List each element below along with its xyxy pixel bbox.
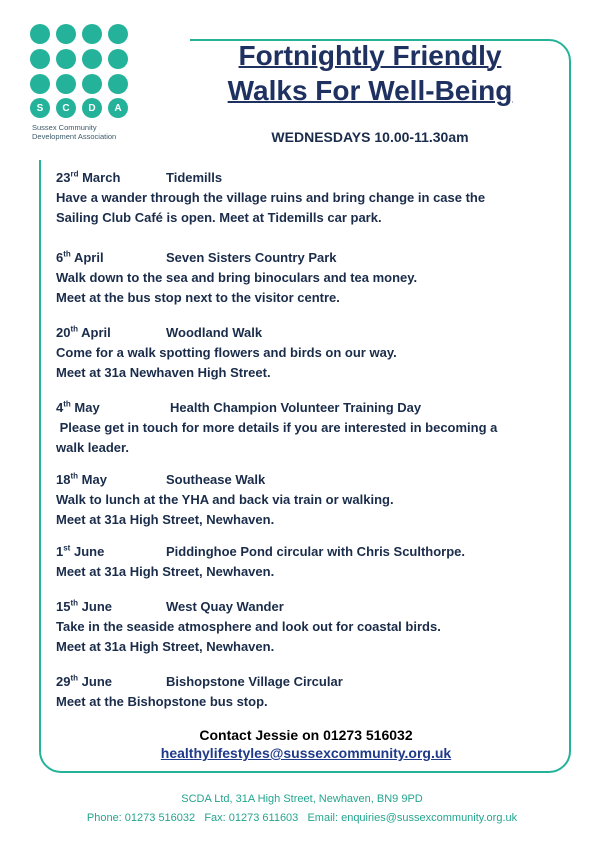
walk-day-suffix: th <box>70 598 79 608</box>
logo-dot <box>82 74 102 94</box>
logo-dot <box>56 24 76 44</box>
walk-description-line: Walk down to the sea and bring binoculars and tea money. <box>56 270 418 285</box>
logo-letter: S <box>30 98 50 118</box>
walk-day-suffix: th <box>63 399 71 409</box>
title-line: Fortnightly Friendly <box>238 40 502 71</box>
logo-caption-line: Sussex Community <box>32 123 97 132</box>
walk-name: Tidemills <box>166 170 223 185</box>
walk-description-line: Please get in touch for more details if you are interested in becoming a <box>56 420 498 435</box>
walk-month: June <box>81 674 112 689</box>
walk-description-line: Meet at 31a High Street, Newhaven. <box>56 512 275 527</box>
walk-month: June <box>81 599 112 614</box>
walk-day-suffix: th <box>70 471 79 481</box>
walk-day-suffix: th <box>63 249 71 259</box>
contact-email-link[interactable]: healthylifestyles@sussexcommunity.org.uk <box>160 745 452 761</box>
logo-dot <box>56 49 76 69</box>
walk-date <box>56 323 111 343</box>
walk-description-line: Meet at 31a High Street, Newhaven. <box>56 564 275 579</box>
walk-header <box>56 542 556 562</box>
contact-line: Contact Jessie on 01273 516032 <box>199 727 413 743</box>
walk-header <box>56 672 556 692</box>
walk-day: 18 <box>56 472 71 487</box>
walk-date <box>56 597 112 617</box>
walk-month: June <box>73 544 105 559</box>
walk-header <box>56 470 556 490</box>
walk-entry <box>56 398 556 458</box>
logo-dot <box>82 49 102 69</box>
walk-header <box>56 323 556 343</box>
walk-header <box>56 168 556 188</box>
walk-entry <box>56 597 556 657</box>
walk-header <box>56 597 556 617</box>
walk-month: March <box>82 170 121 185</box>
walk-entry <box>56 470 556 530</box>
walk-name: Southease Walk <box>166 472 266 487</box>
walk-entry <box>56 248 556 308</box>
walk-header <box>56 248 556 268</box>
walk-date <box>56 542 104 562</box>
walk-month: April <box>73 250 104 265</box>
walk-entry <box>56 542 556 582</box>
walk-day: 20 <box>56 325 71 340</box>
walk-name: Health Champion Volunteer Training Day <box>170 400 422 415</box>
walk-day-suffix: rd <box>70 169 79 179</box>
walk-name: Piddinghoe Pond circular with Chris Sculthorpe. <box>166 544 466 559</box>
walk-name: West Quay Wander <box>166 599 284 614</box>
logo-dot <box>82 24 102 44</box>
page-title <box>180 38 560 108</box>
logo-dot <box>30 24 50 44</box>
walk-date <box>56 672 112 692</box>
walk-name: Bishopstone Village Circular <box>166 674 343 689</box>
walk-description-line: Meet at 31a Newhaven High Street. <box>56 365 271 380</box>
walk-day-suffix: st <box>63 543 71 553</box>
walk-day: 29 <box>56 674 71 689</box>
logo-dot <box>30 74 50 94</box>
walk-name: Woodland Walk <box>166 325 263 340</box>
logo-dot <box>108 49 128 69</box>
title-line: Walks For Well-Being <box>227 75 513 106</box>
walk-description-line: Walk to lunch at the YHA and back via train or walking. <box>56 492 394 507</box>
walk-description-line: Come for a walk spotting flowers and birds on our way. <box>56 345 397 360</box>
walk-description-line: Meet at 31a High Street, Newhaven. <box>56 639 275 654</box>
walk-description-line: Meet at the bus stop next to the visitor centre. <box>56 290 340 305</box>
walk-day: 23 <box>56 170 71 185</box>
walk-day: 6 <box>56 250 64 265</box>
walk-description-line: Meet at the Bishopstone bus stop. <box>56 694 268 709</box>
logo-letter: D <box>82 98 102 118</box>
walk-entry <box>56 168 556 228</box>
walk-date <box>56 168 120 188</box>
footer-address: SCDA Ltd, 31A High Street, Newhaven, BN9 9PD <box>181 793 423 805</box>
schedule-subtitle: WEDNESDAYS 10.00-11.30am <box>271 129 469 145</box>
walk-date <box>56 470 107 490</box>
walk-entry <box>56 323 556 383</box>
walk-date <box>56 398 100 418</box>
logo-dot <box>108 24 128 44</box>
walk-day: 15 <box>56 599 71 614</box>
walk-day: 4 <box>56 400 64 415</box>
walk-day: 1 <box>56 544 64 559</box>
walk-name: Seven Sisters Country Park <box>166 250 337 265</box>
walk-day-suffix: th <box>70 324 79 334</box>
logo-letter: A <box>108 98 128 118</box>
walk-description-line: Take in the seaside atmosphere and look out for coastal birds. <box>56 619 441 634</box>
walk-day-suffix: th <box>70 673 79 683</box>
walk-date <box>56 248 104 268</box>
logo-caption <box>32 123 152 141</box>
walk-header <box>56 398 556 418</box>
logo-dot <box>30 49 50 69</box>
walk-month: April <box>81 325 111 340</box>
walk-description-line: Sailing Club Café is open. Meet at Tidemills car park. <box>56 210 382 225</box>
walk-description-line: Have a wander through the village ruins and bring change in case the <box>56 190 486 205</box>
logo-dot <box>56 74 76 94</box>
footer-contacts: Phone: 01273 516032 Fax: 01273 611603 Email: enquiries@sussexcommunity.org.uk <box>86 812 518 824</box>
walk-description-line: walk leader. <box>56 440 129 455</box>
logo-letter: C <box>56 98 76 118</box>
walk-month: May <box>74 400 100 415</box>
walk-month: May <box>81 472 107 487</box>
walk-entry <box>56 672 556 712</box>
logo-dot <box>108 74 128 94</box>
logo-caption-line: Development Association <box>32 132 117 141</box>
